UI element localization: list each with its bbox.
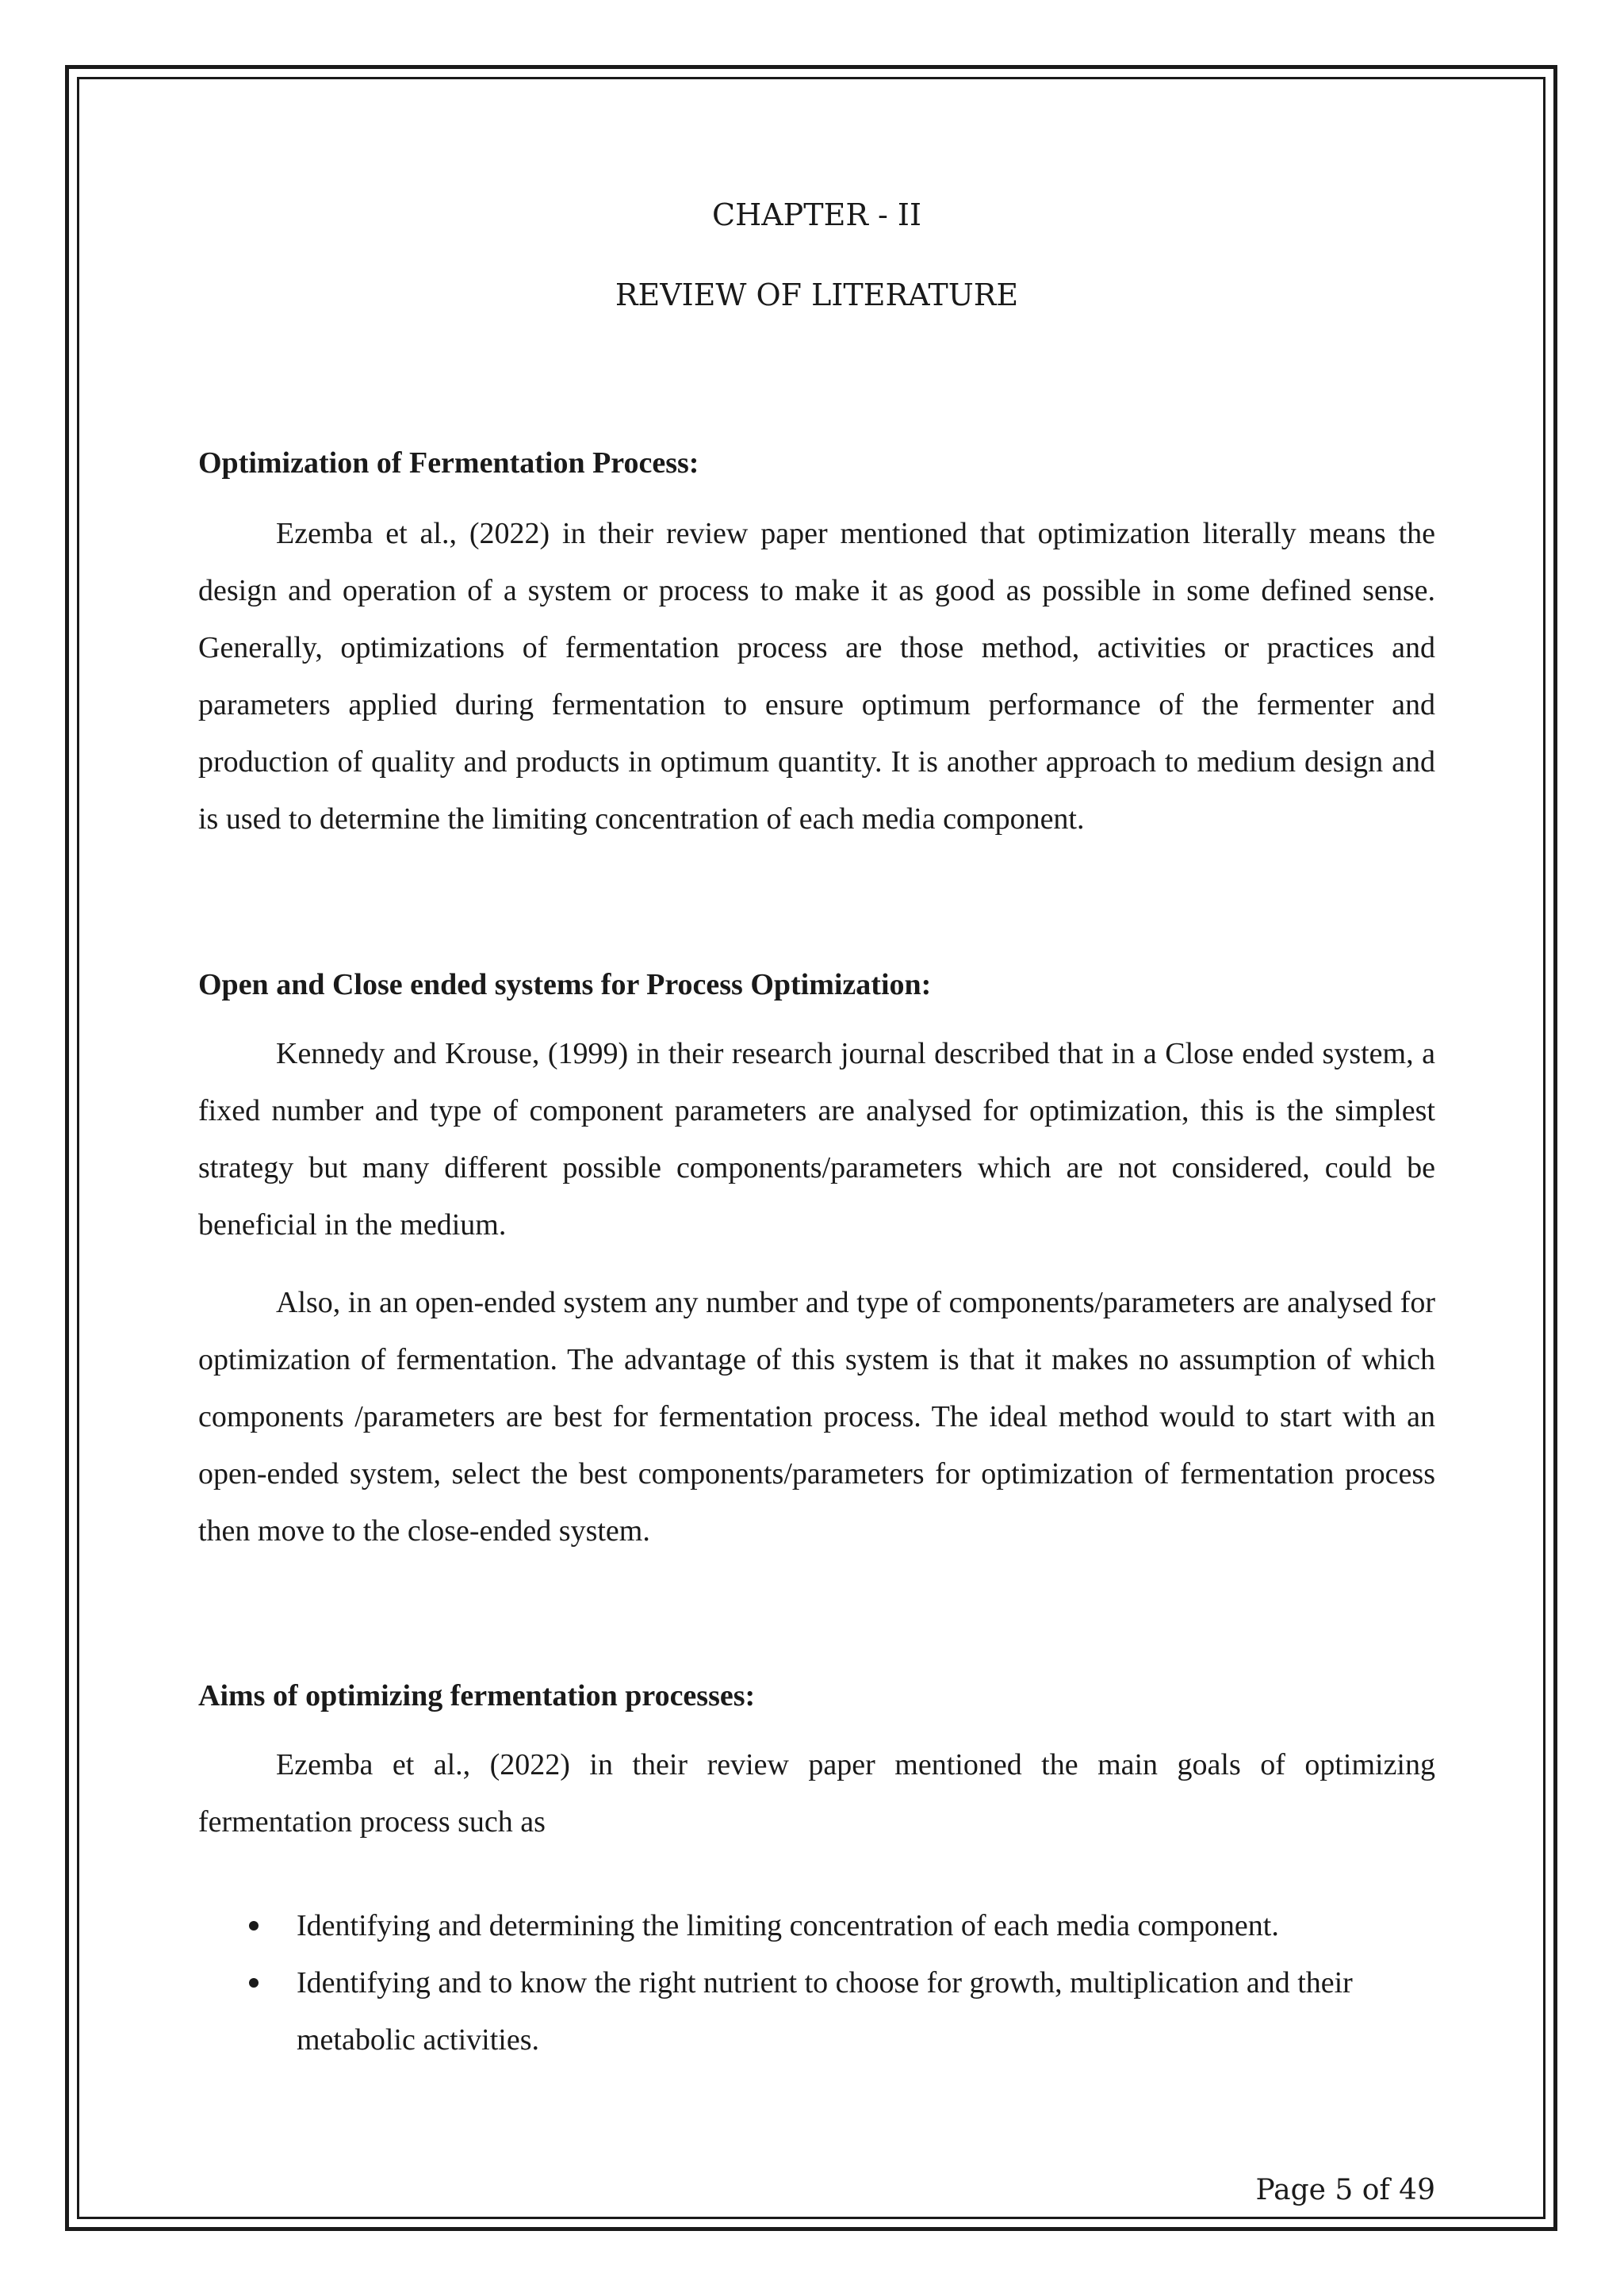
bullet-text: Identifying and to know the right nutrient to choose for growth, multiplication and their metabolic activities. xyxy=(297,1966,1353,2057)
section-heading-optimization: Optimization of Fermentation Process: xyxy=(198,446,699,480)
paragraph-close-ended: Kennedy and Krouse, (1999) in their research journal described that in a Close ended system, a fixed number and type of component parameters are analysed for optimization, this is the simplest strategy but many different possible components/parameters which are not considered, could be beneficial in the medium. xyxy=(198,1037,1435,1242)
paragraph-aims: Ezemba et al., (2022) in their review paper mentioned the main goals of optimizing fermentation process such as xyxy=(198,1748,1435,1839)
chapter-title: REVIEW OF LITERATURE xyxy=(615,277,1019,312)
aims-bullet-list xyxy=(198,1897,1435,2092)
list-item xyxy=(198,1954,1435,2068)
section-heading-aims: Aims of optimizing fermentation processes: xyxy=(198,1679,756,1712)
bullet-icon xyxy=(249,1921,259,1931)
chapter-number: CHAPTER - II xyxy=(712,197,921,232)
paragraph-open-ended: Also, in an open-ended system any number and type of components/parameters are analysed for optimization of fermentation. The advantage of this system is that it makes no assumption of which components /parameters are best for fermentation process. The ideal method would to start with an open-ended system, select the best components/parameters for optimization of fermentation process then move to the close-ended system. xyxy=(198,1286,1435,1548)
paragraph-optimization: Ezemba et al., (2022) in their review paper mentioned that optimization literally means the design and operation of a system or process to make it as good as possible in some defined sense. Generally, optimizations of fermentation process are those method, activities or practices and parameters applied during fermentation to ensure optimum performance of the fermenter and production of quality and products in optimum quantity. It is another approach to medium design and is used to determine the limiting concentration of each media component. xyxy=(198,517,1435,836)
section-heading-open-close-systems: Open and Close ended systems for Process Optimization: xyxy=(198,968,932,1001)
bullet-text: Identifying and determining the limiting concentration of each media component. xyxy=(297,1909,1279,1942)
page-number: Page 5 of 49 xyxy=(1255,2174,1435,2206)
list-item xyxy=(198,1897,1435,1954)
bullet-icon xyxy=(249,1978,259,1988)
